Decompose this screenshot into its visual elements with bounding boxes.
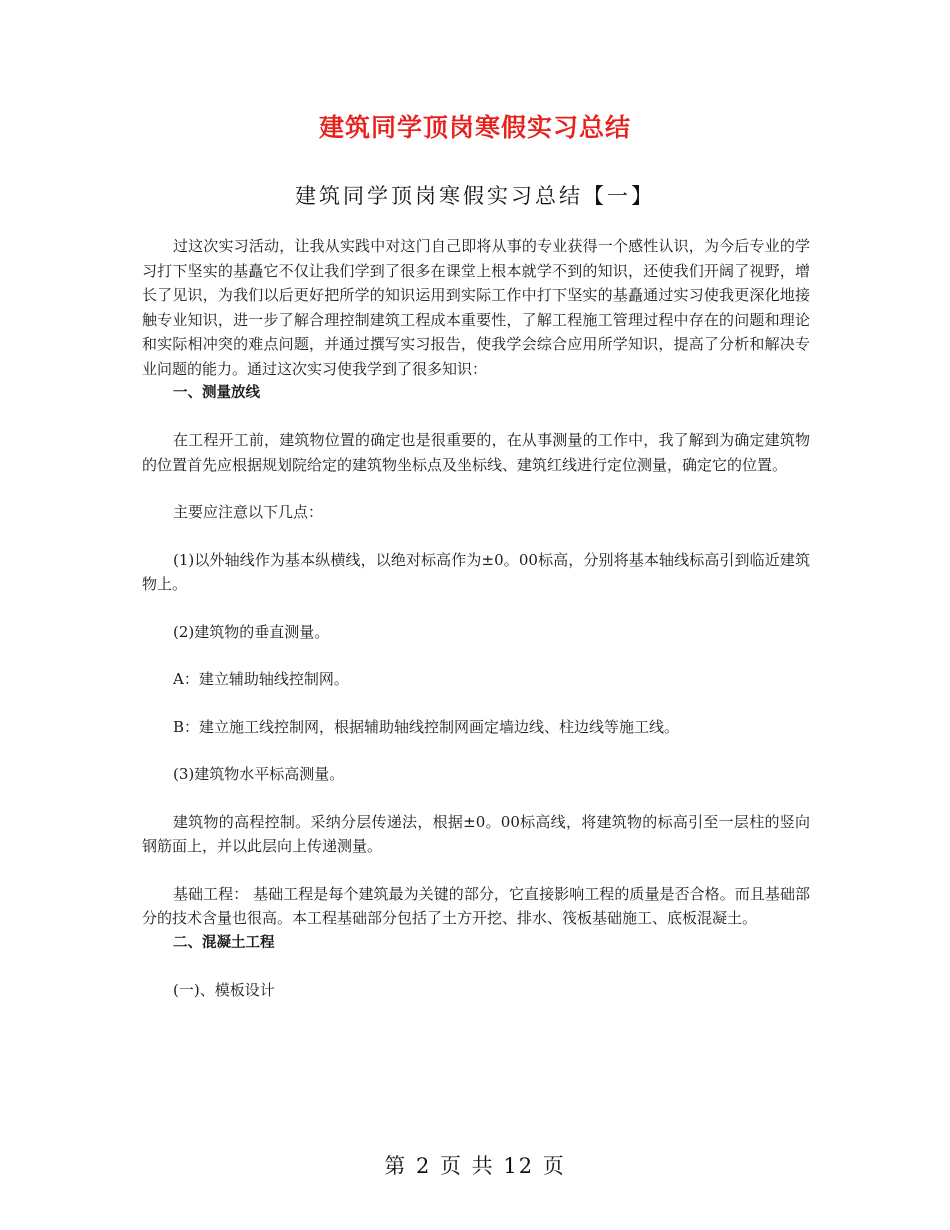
list-item-3: (3)建筑物水平标高测量。 <box>173 765 345 783</box>
document-body <box>142 234 810 1002</box>
heading-concrete: 二、混凝土工程 <box>173 934 275 951</box>
list-item-2: (2)建筑物的垂直测量。 <box>173 622 330 641</box>
page-number-footer: 第 2 页 共 12 页 <box>384 1154 566 1178</box>
list-item-1: (1)以外轴线作为基本纵横线，以绝对标高作为±0。00标高，分别将基本轴线标高引到临近建筑物上。 <box>142 550 810 593</box>
heading-survey: 一、测量放线 <box>173 385 260 401</box>
survey-paragraph: 在工程开工前，建筑物位置的确定也是很重要的，在从事测量的工作中，我了解到为确定建筑物的位置首先应根据规划院给定的建筑物坐标点及坐标线、建筑红线进行定位测量，确定它的位置。 <box>142 431 810 474</box>
list-item-b: B：建立施工线控制网，根据辅助轴线控制网画定墙边线、柱边线等施工线。 <box>173 717 680 736</box>
points-paragraph: 主要应注意以下几点： <box>173 503 324 521</box>
elevation-paragraph: 建筑物的高程控制。采纳分层传递法，根据±0。00标高线，将建筑物的标高引至一层柱的竖向钢筋面上，并以此层向上传递测量。 <box>142 812 810 855</box>
list-item-a: A：建立辅助轴线控制网。 <box>173 670 349 688</box>
foundation-paragraph: 基础工程： 基础工程是每个建筑最为关键的部分，它直接影响工程的质量是否合格。而且基础部分的技术含量也很高。本工程基础部分包括了土方开挖、排水、筏板基础施工、底板混凝土。 <box>142 884 810 927</box>
section-title: 建筑同学顶岗寒假实习总结【一】 <box>295 184 655 208</box>
sub-heading-formwork: (一)、模板设计 <box>173 980 275 999</box>
intro-paragraph: 过这次实习活动，让我从实践中对这门自己即将从事的专业获得一个感性认识，为今后专业的学习打下坚实的基矗它不仅让我们学到了很多在课堂上根本就学不到的知识，还使我们开阔了视野，增长了见识，为我们以后更好把所学的知识运用到实际工作中打下坚实的基矗通过实习使我更深化地接触专业知识，进一步了解合理控制建筑工程成本重要性，了解工程施工管理过程中存在的问题和理论和实际相冲突的难点问题，并通过撰写实习报告，使我学会综合应用所学知识，提高了分析和解决专业问题的能力。通过这次实习使我学到了很多知识： <box>142 237 810 378</box>
document-title: 建筑同学顶岗寒假实习总结 <box>318 113 631 142</box>
